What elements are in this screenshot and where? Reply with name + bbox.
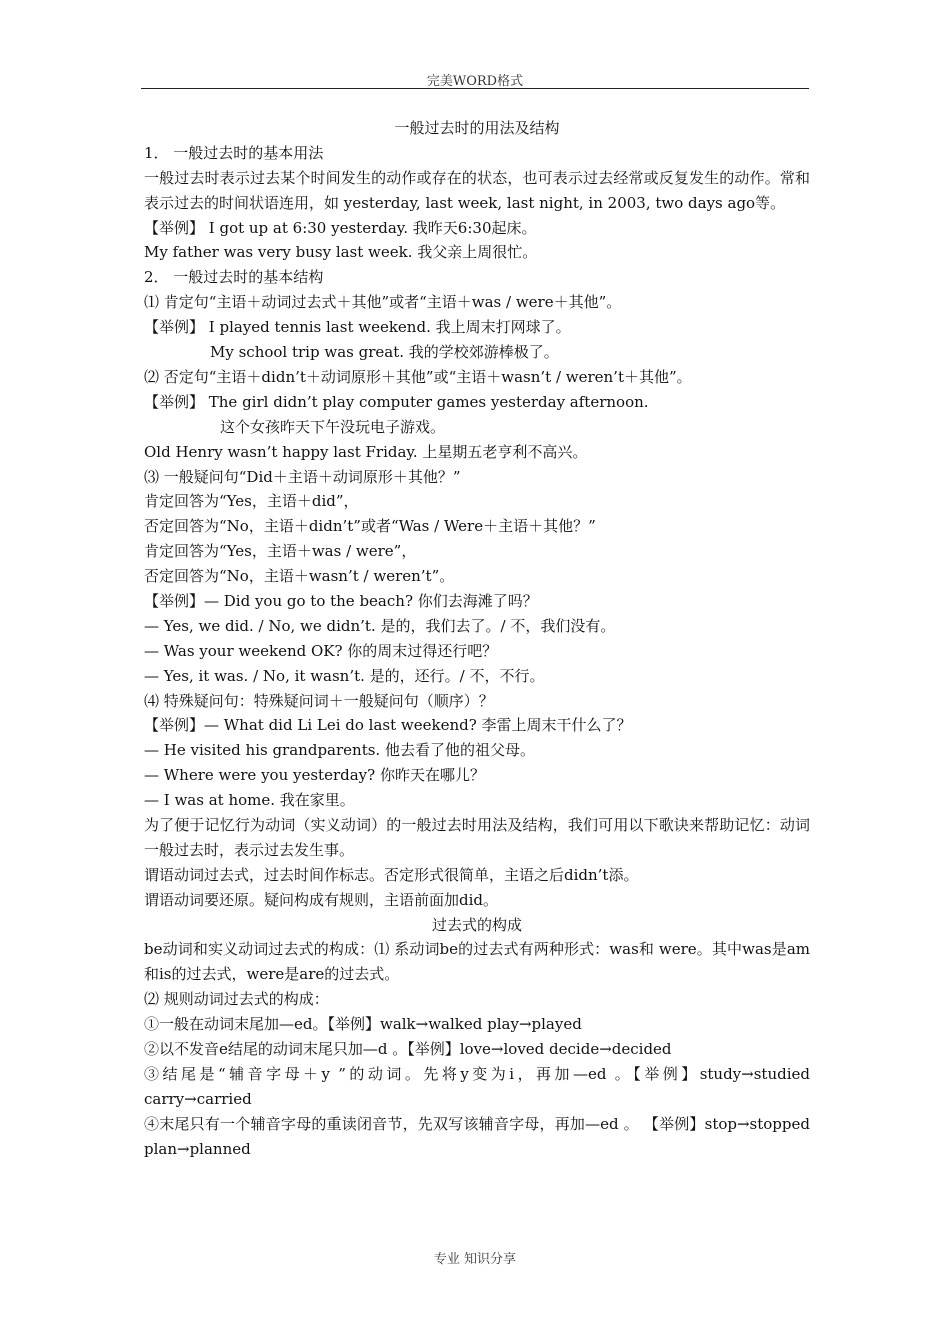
example-line: 【举例】 I got up at 6:30 yesterday. 我昨天6:30起床。: [144, 218, 537, 237]
example-line: — Was your weekend OK? 你的周末过得还行吧？: [144, 641, 498, 660]
rule-item: ②以不发音e结尾的动词末尾只加—d 。【举例】love→loved decide→decided: [144, 1040, 672, 1059]
answer-rule: 否定回答为“No，主语＋wasn’t / weren’t”。: [144, 567, 455, 586]
document-title: 一般过去时的用法及结构: [394, 119, 560, 137]
heading-basic-usage: 1． 一般过去时的基本用法: [144, 143, 324, 162]
subheading-past-form: 过去式的构成: [431, 915, 522, 934]
answer-rule: 否定回答为“No，主语＋didn’t”或者“Was / Were＋主语＋其他？”: [144, 517, 596, 536]
heading-basic-structure: 2． 一般过去时的基本结构: [144, 268, 324, 287]
answer-rule: 肯定回答为“Yes，主语＋was / were”，: [144, 542, 417, 561]
rule-affirmative: ⑴ 肯定句“主语＋动词过去式＋其他”或者“主语＋was / were＋其他”。: [144, 293, 622, 312]
paragraph-mnemonic: 为了便于记忆行为动词（实义动词）的一般过去时用法及结构，我们可用以下歌诀来帮助记忆：动词一般过去时，表示过去发生事。: [144, 815, 810, 859]
example-line: 【举例】— Did you go to the beach? 你们去海滩了吗？: [144, 591, 538, 610]
example-line: My father was very busy last week. 我父亲上周很忙。: [144, 243, 538, 262]
page-footer: 专业 知识分享: [433, 1252, 517, 1267]
rule-item: ③结尾是“辅音字母＋y ”的动词。先将y变为i，再加—ed 。【举例】study→studied carry→carried: [144, 1064, 810, 1108]
example-line: 【举例】 I played tennis last weekend. 我上周末打网球了。: [144, 318, 571, 337]
rule-negative: ⑵ 否定句“主语＋didn’t＋动词原形＋其他”或“主语＋wasn’t / weren’t＋其他”。: [144, 367, 692, 386]
paragraph-be-verb: be动词和实义动词过去式的构成：⑴ 系动词be的过去式有两种形式：was和 were。其中was是am和is的过去式，were是are的过去式。: [144, 940, 810, 984]
header-rule: [141, 88, 809, 89]
rule-yes-no-question: ⑶ 一般疑问句“Did＋主语＋动词原形＋其他？”: [144, 467, 461, 486]
example-translation: 这个女孩昨天下午没玩电子游戏。: [220, 417, 446, 436]
document-body: [144, 116, 810, 1162]
rule-wh-question: ⑷ 特殊疑问句：特殊疑问词＋一般疑问句（顺序）？: [144, 691, 494, 710]
rule-regular-verbs: ⑵ 规则动词过去式的构成：: [144, 990, 329, 1009]
example-line: 【举例】— What did Li Lei do last weekend? 李雷上周末干什么了？: [144, 716, 632, 735]
paragraph-usage: 一般过去时表示过去某个时间发生的动作或存在的状态，也可表示过去经常或反复发生的动作。常和表示过去的时间状语连用，如 yesterday, last week, last night, in 2003, two days ago等。: [144, 168, 810, 212]
example-line: 【举例】 The girl didn’t play computer games yesterday afternoon.: [144, 392, 649, 411]
rule-item: ④末尾只有一个辅音字母的重读闭音节，先双写该辅音字母，再加—ed 。 【举例】stop→stopped plan→planned: [144, 1114, 810, 1158]
answer-rule: 肯定回答为“Yes，主语＋did”，: [144, 492, 359, 511]
example-line: — He visited his grandparents. 他去看了他的祖父母。: [144, 741, 535, 760]
example-line: — Yes, it was. / No, it wasn’t. 是的，还行。/ 不，不行。: [144, 666, 545, 685]
example-line: — I was at home. 我在家里。: [144, 791, 355, 810]
mnemonic-line: 谓语动词要还原。疑问构成有规则，主语前面加did。: [144, 890, 499, 909]
page-header: 完美WORD格式: [426, 74, 524, 89]
mnemonic-line: 谓语动词过去式，过去时间作标志。否定形式很简单，主语之后didn’t添。: [144, 865, 639, 884]
rule-item: ①一般在动词末尾加—ed。【举例】walk→walked play→played: [144, 1015, 582, 1034]
example-line: — Yes, we did. / No, we didn’t. 是的，我们去了。/ 不，我们没有。: [144, 616, 616, 635]
example-line: My school trip was great. 我的学校郊游棒极了。: [210, 343, 559, 362]
example-line: — Where were you yesterday? 你昨天在哪儿？: [144, 766, 485, 785]
example-line: Old Henry wasn’t happy last Friday. 上星期五老亨利不高兴。: [144, 442, 588, 461]
